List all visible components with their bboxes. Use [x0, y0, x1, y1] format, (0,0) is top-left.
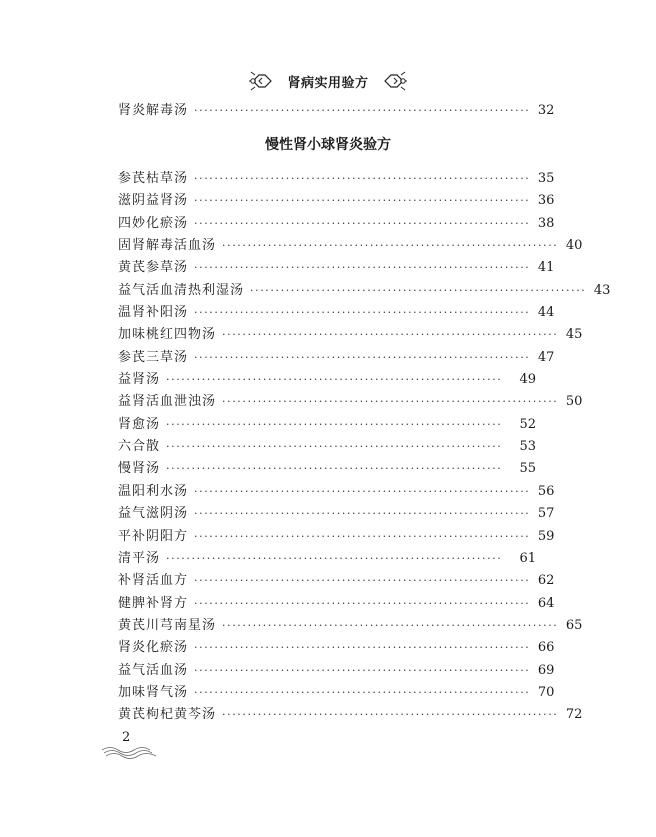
toc-entry-page: 38	[537, 215, 555, 231]
toc-entry[interactable]	[118, 190, 555, 212]
toc-entry-title: 黄芪枸杞黄芩汤	[118, 707, 217, 723]
toc-entry-page: 50	[565, 394, 583, 410]
leader-dots: ··································································	[222, 708, 559, 722]
toc-entry[interactable]	[118, 257, 555, 279]
leader-dots: ··································································	[194, 194, 531, 208]
leader-dots: ··································································	[194, 306, 531, 320]
leader-dots: ··································································	[222, 618, 559, 632]
leader-dots: ··································································	[194, 484, 531, 498]
toc-entry-title: 平补阴阳方	[118, 528, 189, 544]
toc-entry[interactable]	[118, 481, 555, 503]
toc-entry-title: 参芪三草汤	[118, 349, 189, 365]
leader-dots: ··································································	[166, 551, 503, 565]
toc-entry-title: 温阳利水汤	[118, 483, 189, 499]
toc-entry-page: 72	[565, 707, 583, 723]
toc-entry[interactable]	[118, 324, 583, 346]
toc-entry-page: 49	[519, 372, 536, 388]
toc-entry-page: 47	[537, 349, 555, 365]
toc-entry[interactable]	[118, 391, 583, 413]
toc-entry-title: 四妙化瘀汤	[118, 215, 189, 231]
section-heading: 慢性肾小球肾炎验方	[265, 137, 391, 153]
toc-entry[interactable]	[118, 570, 555, 592]
toc-entry-page: 56	[537, 483, 555, 499]
leader-dots: ··································································	[166, 440, 503, 454]
toc-entry-page: 45	[565, 327, 583, 343]
header-title: 肾病实用验方	[287, 75, 369, 91]
toc-entry[interactable]	[118, 704, 583, 726]
toc-entry-page: 53	[519, 439, 536, 455]
toc-entry-page: 61	[519, 550, 536, 566]
toc-entry[interactable]	[118, 213, 555, 235]
toc-entry-title: 肾炎解毒汤	[118, 103, 189, 118]
toc-entry-title: 温肾补阳汤	[118, 305, 189, 321]
toc-entry-title: 肾愈汤	[118, 416, 161, 432]
leader-dots: ··································································	[194, 172, 531, 185]
leader-dots: ··································································	[194, 685, 531, 699]
toc-entry[interactable]	[118, 168, 555, 190]
toc-entry-title: 健脾补肾方	[118, 595, 189, 611]
leader-dots: ··································································	[194, 574, 531, 588]
toc-entry-title: 黄芪参草汤	[118, 260, 189, 276]
left-ornament-icon	[247, 69, 273, 93]
toc-entry-page: 64	[537, 595, 555, 611]
toc-entry-title: 益气活血汤	[118, 662, 189, 678]
toc-entry-page: 55	[519, 461, 536, 477]
toc-entry[interactable]	[118, 593, 555, 615]
leader-dots: ··································································	[166, 462, 503, 476]
toc-entry-title: 加味肾气汤	[118, 684, 189, 700]
leader-dots: ··································································	[194, 529, 531, 543]
toc-entry-title: 固肾解毒活血汤	[118, 238, 217, 254]
leader-dots: ··································································	[194, 641, 531, 655]
wave-ornament-icon	[100, 744, 160, 760]
toc-entry-page: 44	[537, 305, 555, 321]
leader-dots: ··································································	[250, 283, 587, 297]
leader-dots: ··································································	[222, 239, 559, 253]
toc-entry-page: 52	[519, 416, 536, 432]
toc-entry-page: 32	[537, 103, 555, 118]
toc-entry-title: 黄芪川芎南星汤	[118, 617, 217, 633]
toc-entry[interactable]	[118, 436, 536, 458]
toc-entry[interactable]	[118, 369, 536, 391]
leader-dots: ··································································	[166, 417, 503, 431]
toc-entry[interactable]	[118, 548, 536, 570]
toc-entry-page: 36	[537, 193, 555, 209]
toc-entry-title: 益肾汤	[118, 372, 161, 388]
toc-entry[interactable]	[118, 235, 583, 257]
leader-dots: ··································································	[194, 104, 531, 117]
toc-entry[interactable]	[118, 660, 555, 682]
toc-entry-page: 65	[565, 617, 583, 633]
toc-entry-title: 清平汤	[118, 550, 161, 566]
toc-entry-title: 益气活血清热利湿汤	[118, 282, 245, 298]
leader-dots: ··································································	[194, 507, 531, 521]
leader-dots: ··································································	[194, 350, 531, 364]
leader-dots: ··································································	[194, 663, 531, 677]
running-header	[0, 68, 656, 94]
toc-entry-page: 59	[537, 528, 555, 544]
leader-dots: ··································································	[166, 373, 503, 387]
toc-entry-page: 66	[537, 640, 555, 656]
toc-entry[interactable]	[118, 458, 536, 480]
toc-entry[interactable]	[118, 637, 555, 659]
leader-dots: ··································································	[194, 596, 531, 610]
toc-entry[interactable]	[118, 526, 555, 548]
toc-entry-title: 参芪枯草汤	[118, 171, 189, 186]
toc-entry-page: 35	[537, 171, 555, 186]
toc-entry-page: 57	[537, 506, 555, 522]
toc-entry-title: 益肾活血泄浊汤	[118, 394, 217, 410]
toc-entry-page: 41	[537, 260, 555, 276]
toc-entry-page: 69	[537, 662, 555, 678]
toc-entry[interactable]	[118, 100, 555, 122]
toc-entry[interactable]	[118, 302, 555, 324]
toc-entry-page: 70	[537, 684, 555, 700]
toc-top-list	[118, 100, 555, 122]
toc-entry-page: 40	[565, 238, 583, 254]
toc-entry[interactable]	[118, 280, 611, 302]
toc-entry-title: 补肾活血方	[118, 573, 189, 589]
leader-dots: ··································································	[222, 395, 559, 409]
leader-dots: ··································································	[222, 328, 559, 342]
toc-entry-page: 43	[593, 282, 611, 298]
right-ornament-icon	[383, 69, 409, 93]
toc-entry-title: 滋阴益肾汤	[118, 193, 189, 209]
toc-entry-title: 六合散	[118, 439, 161, 455]
leader-dots: ··································································	[194, 261, 531, 275]
toc-entry[interactable]	[118, 347, 555, 369]
toc-entry-title: 益气滋阴汤	[118, 506, 189, 522]
toc-entry-page: 62	[537, 573, 555, 589]
toc-entry[interactable]	[118, 503, 555, 525]
toc-entry-title: 肾炎化瘀汤	[118, 640, 189, 656]
page-number: 2	[122, 730, 131, 745]
toc-entry[interactable]	[118, 615, 583, 637]
toc-entry-title: 慢肾汤	[118, 461, 161, 477]
toc-entry[interactable]	[118, 414, 536, 436]
toc-entry[interactable]	[118, 682, 555, 704]
leader-dots: ··································································	[194, 216, 531, 230]
toc-entry-title: 加味桃红四物汤	[118, 327, 217, 343]
toc-list	[118, 168, 611, 727]
